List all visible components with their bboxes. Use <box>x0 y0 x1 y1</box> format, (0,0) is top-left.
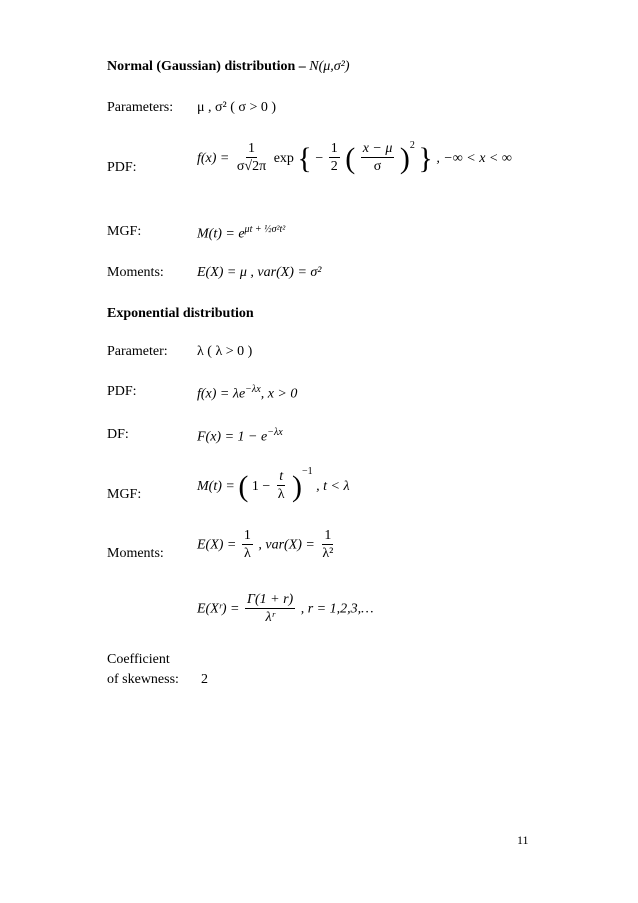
paren-open: ( <box>345 141 356 175</box>
exp-moments-var-frac <box>320 528 335 563</box>
exp-mgf-formula <box>197 466 350 504</box>
exp-pdf-label: PDF: <box>107 384 137 399</box>
normal-pdf-inner-den: 2 <box>330 159 338 175</box>
exp-param-label: Parameter: <box>107 344 168 359</box>
paren-close: ) <box>399 141 410 175</box>
exp-raw-moment-formula <box>197 592 374 627</box>
paren-open: ( <box>238 469 249 503</box>
normal-heading <box>107 59 350 75</box>
normal-pdf-lhs: f(x) = <box>197 150 230 166</box>
normal-mgf-exponent: μt + ½σ²t² <box>244 224 286 235</box>
exp-moments-var: , var(X) = <box>258 537 315 553</box>
normal-title: Normal (Gaussian) distribution – <box>107 59 306 74</box>
exp-mgf-one: 1 − <box>251 478 271 494</box>
exp-raw-num: Γ(1 + r) <box>247 592 294 607</box>
exp-df-exponent: −λx <box>267 427 283 438</box>
exp-df-formula <box>197 427 283 446</box>
normal-pdf-coefficient <box>235 141 268 176</box>
normal-pdf-var-num: x − μ <box>362 141 393 157</box>
exp-moments-ex-num: 1 <box>243 528 251 543</box>
normal-pdf-coef-den: σ√2π <box>236 159 267 175</box>
normal-pdf-exp: exp <box>273 150 294 166</box>
exp-moments-var-den: λ² <box>322 546 334 561</box>
exp-mgf-lhs: M(t) = <box>197 478 235 494</box>
normal-title-symbol: N(μ,σ²) <box>309 59 350 74</box>
exp-df-label: DF: <box>107 427 129 442</box>
exp-mgf-power: −1 <box>302 466 313 477</box>
exp-moments-ex-den: λ <box>243 546 251 561</box>
normal-mgf-value: M(t) = e <box>197 226 245 242</box>
normal-pdf-label: PDF: <box>107 160 137 175</box>
exp-mgf-label: MGF: <box>107 487 142 502</box>
exp-mgf-range: , t < λ <box>316 478 350 494</box>
brace-close: } <box>418 141 433 175</box>
exp-pdf-range: , x > 0 <box>260 386 298 402</box>
exp-pdf-value: f(x) = λe <box>197 386 246 402</box>
exp-mgf-frac <box>276 469 287 504</box>
exp-pdf-exponent: −λx <box>245 384 261 395</box>
exp-mgf-num: t <box>279 469 284 485</box>
exp-raw-den: λʳ <box>265 610 275 625</box>
exp-skew-value: 2 <box>201 672 208 687</box>
exp-moments-ex: E(X) = <box>197 537 237 553</box>
normal-pdf-inner-num: 1 <box>330 141 338 157</box>
exp-moments-label: Moments: <box>107 546 164 561</box>
exp-mgf-den: λ <box>277 487 285 503</box>
normal-params-value: μ , σ² ( σ > 0 ) <box>197 100 277 115</box>
exp-skew-label-2: of skewness: <box>107 672 179 687</box>
exp-param-value: λ ( λ > 0 ) <box>197 344 253 359</box>
exp-df-value: F(x) = 1 − e <box>197 429 268 445</box>
normal-params-label: Parameters: <box>107 100 174 115</box>
exp-pdf-formula <box>197 384 297 403</box>
normal-pdf-var-den: σ <box>373 159 382 175</box>
normal-pdf-inner-frac <box>329 141 340 176</box>
exp-raw-lhs: E(Xʳ) = <box>197 601 240 617</box>
normal-pdf-var-frac <box>361 141 395 176</box>
normal-pdf-power: 2 <box>409 140 415 151</box>
exp-raw-frac <box>245 592 295 627</box>
exponential-title: Exponential distribution <box>107 306 254 321</box>
brace-open: { <box>297 141 312 175</box>
paren-close: ) <box>292 469 303 503</box>
normal-pdf-formula <box>197 140 512 176</box>
minus-sign: − <box>315 150 324 166</box>
exp-moments-formula <box>197 528 337 563</box>
page-number: 11 <box>517 833 529 847</box>
exp-skew-label-1: Coefficient <box>107 652 170 667</box>
normal-pdf-range: , −∞ < x < ∞ <box>436 150 512 166</box>
exp-moments-ex-frac <box>242 528 253 563</box>
normal-mgf-label: MGF: <box>107 224 142 239</box>
exp-moments-var-num: 1 <box>324 528 332 543</box>
normal-moments-value: E(X) = μ , var(X) = σ² <box>197 265 322 280</box>
exp-raw-range: , r = 1,2,3,… <box>300 601 374 617</box>
normal-moments-label: Moments: <box>107 265 164 280</box>
normal-mgf-formula <box>197 224 285 243</box>
normal-pdf-coef-num: 1 <box>248 141 256 157</box>
